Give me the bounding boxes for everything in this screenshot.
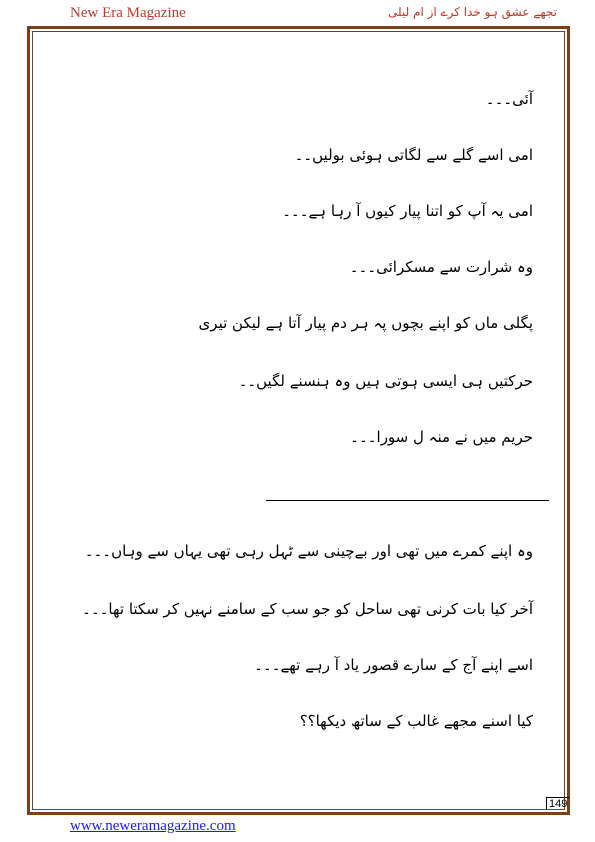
paragraph: پگلی ماں کو اپنے بچوں پہ ہر دم پیار آتا ہے لیکن تیری (198, 314, 533, 332)
section-divider (266, 500, 549, 501)
magazine-name: New Era Magazine (70, 5, 186, 21)
paragraph: حریم میں نے منہ ل سورا۔۔۔ (350, 428, 533, 446)
paragraph: حرکتیں ہی ایسی ہوتی ہیں وہ ہنسنے لگیں۔۔ (238, 372, 533, 390)
paragraph: وہ اپنے کمرے میں تھی اور بےچینی سے ٹہل رہی تھی یہاں سے وہاں۔۔۔ (84, 542, 533, 560)
novel-title: تجھے عشق ہو خدا کرے از ام لیلی (387, 5, 557, 19)
paragraph: کیا اسنے مجھے غالب کے ساتھ دیکھا؟؟ (299, 712, 533, 730)
paragraph: آئی۔۔۔ (485, 90, 533, 108)
page-number: 149 (546, 797, 569, 810)
website-link[interactable]: www.neweramagazine.com (70, 818, 236, 834)
paragraph: امی یہ آپ کو اتنا پیار کیوں آ رہا ہے۔۔۔ (282, 202, 533, 220)
paragraph: وہ شرارت سے مسکرائی۔۔۔ (349, 258, 533, 276)
paragraph: اسے اپنے آج کے سارے قصور یاد آ رہے تھے۔۔۔ (254, 656, 533, 674)
paragraph: آخر کیا بات کرنی تھی ساحل کو جو سب کے سامنے نہیں کر سکتا تھا۔۔۔ (82, 600, 533, 618)
paragraph: امی اسے گلے سے لگاتی ہوئی بولیں۔۔ (294, 146, 533, 164)
